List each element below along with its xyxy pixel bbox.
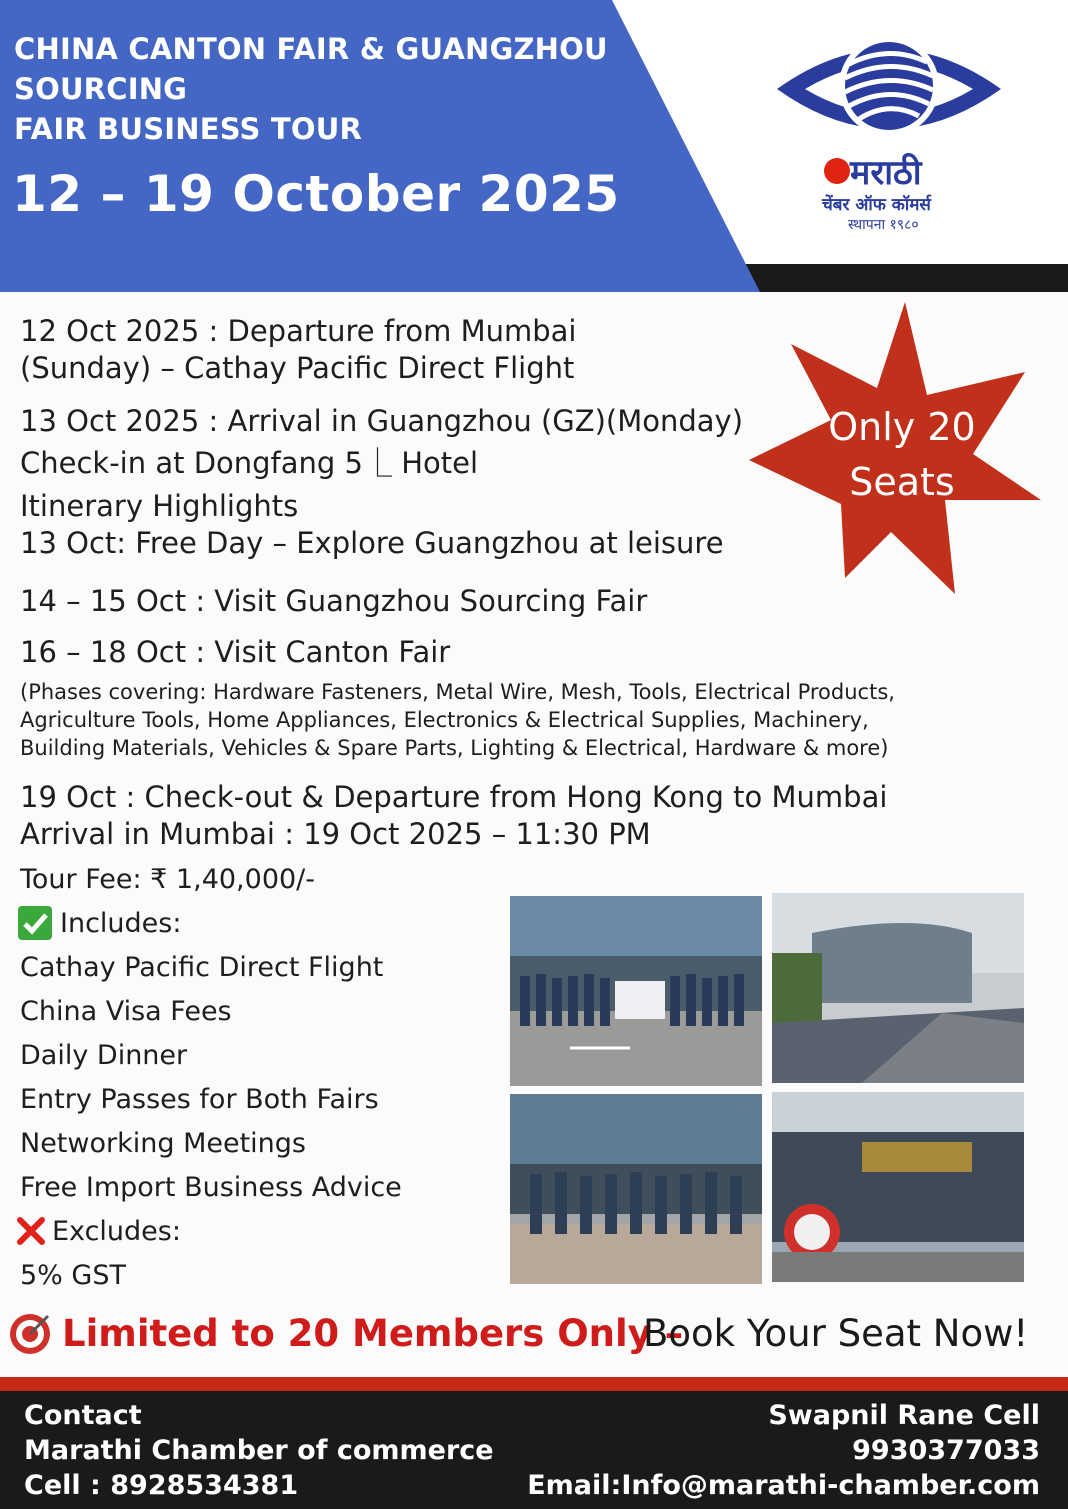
target-icon xyxy=(8,1312,52,1356)
footer-cell-number: Cell : 8928534381 xyxy=(24,1470,299,1501)
tour-fee: Tour Fee: ₹ 1,40,000/- xyxy=(20,864,316,895)
itinerary-canton-fair: 16 – 18 Oct : Visit Canton Fair xyxy=(20,635,451,669)
include-item: China Visa Fees xyxy=(20,996,232,1027)
check-mark-icon xyxy=(18,906,52,940)
include-item: Entry Passes for Both Fairs xyxy=(20,1084,379,1115)
tour-title-line-3: FAIR BUSINESS TOUR xyxy=(14,112,363,146)
footer-contact-phone: 9930377033 xyxy=(852,1435,1040,1466)
itinerary-day2-line2: Check-in at Dongfang 5⎿ Hotel xyxy=(20,446,479,480)
tour-dates: 12 – 19 October 2025 xyxy=(12,165,620,223)
itinerary-day2-line1: 13 Oct 2025 : Arrival in Guangzhou (GZ)(Monday) xyxy=(20,404,744,438)
itinerary-day1-line1: 12 Oct 2025 : Departure from Mumbai xyxy=(20,314,577,348)
itinerary-day1-line2: (Sunday) – Cathay Pacific Direct Flight xyxy=(20,351,575,385)
photo-group-at-fair-entrance xyxy=(510,896,762,1086)
logo-red-dot-icon xyxy=(824,158,850,184)
include-item: Daily Dinner xyxy=(20,1040,188,1071)
itinerary-return-line2: Arrival in Mumbai : 19 Oct 2025 – 11:30 PM xyxy=(20,817,651,851)
itinerary-highlights-heading: Itinerary Highlights xyxy=(20,489,299,523)
cta-book-seat: Book Your Seat Now! xyxy=(643,1312,1029,1355)
photo-fair-building-walkway xyxy=(772,893,1024,1083)
tour-title-line-2: SOURCING xyxy=(14,72,188,106)
itinerary-return-line1: 19 Oct : Check-out & Departure from Hong Kong to Mumbai xyxy=(20,780,888,814)
photo-group-at-terminal xyxy=(510,1094,762,1284)
footer-red-stripe xyxy=(0,1377,1068,1391)
badge-line-2: Seats xyxy=(849,460,955,504)
photo-canton-fair-entrance xyxy=(772,1092,1024,1282)
include-item: Cathay Pacific Direct Flight xyxy=(20,952,384,983)
footer-contact-label: Contact xyxy=(24,1400,142,1431)
logo-established: स्थापना १९८० xyxy=(848,217,919,233)
itinerary-sourcing-fair: 14 – 15 Oct : Visit Guangzhou Sourcing Fair xyxy=(20,584,648,618)
cta-limited-members: Limited to 20 Members Only – xyxy=(62,1312,684,1355)
excludes-label: Excludes: xyxy=(52,1216,181,1247)
itinerary-free-day: 13 Oct: Free Day – Explore Guangzhou at leisure xyxy=(20,526,724,560)
includes-label: Includes: xyxy=(60,908,182,939)
phases-line-2: Agriculture Tools, Home Appliances, Electronics & Electrical Supplies, Machinery, xyxy=(20,708,869,732)
footer-contact-person: Swapnil Rane Cell xyxy=(768,1400,1040,1431)
seats-star-badge xyxy=(745,300,1045,600)
phases-line-3: Building Materials, Vehicles & Spare Parts, Lighting & Electrical, Hardware & more) xyxy=(20,736,889,760)
badge-line-1: Only 20 xyxy=(828,405,976,449)
logo-subtitle: चेंबर ऑफ कॉमर्स xyxy=(822,195,931,215)
eye-globe-logo-icon xyxy=(775,34,1003,144)
include-item: Networking Meetings xyxy=(20,1128,306,1159)
exclude-item: 5% GST xyxy=(20,1260,126,1291)
footer-organization: Marathi Chamber of commerce xyxy=(24,1435,494,1466)
include-item: Free Import Business Advice xyxy=(20,1172,402,1203)
logo-name: मराठी xyxy=(850,153,922,193)
footer-email: Email:Info@marathi-chamber.com xyxy=(527,1470,1040,1501)
phases-line-1: (Phases covering: Hardware Fasteners, Metal Wire, Mesh, Tools, Electrical Products, xyxy=(20,680,895,704)
cross-mark-icon xyxy=(16,1216,46,1246)
tour-title-line-1: CHINA CANTON FAIR & GUANGZHOU xyxy=(14,32,608,66)
